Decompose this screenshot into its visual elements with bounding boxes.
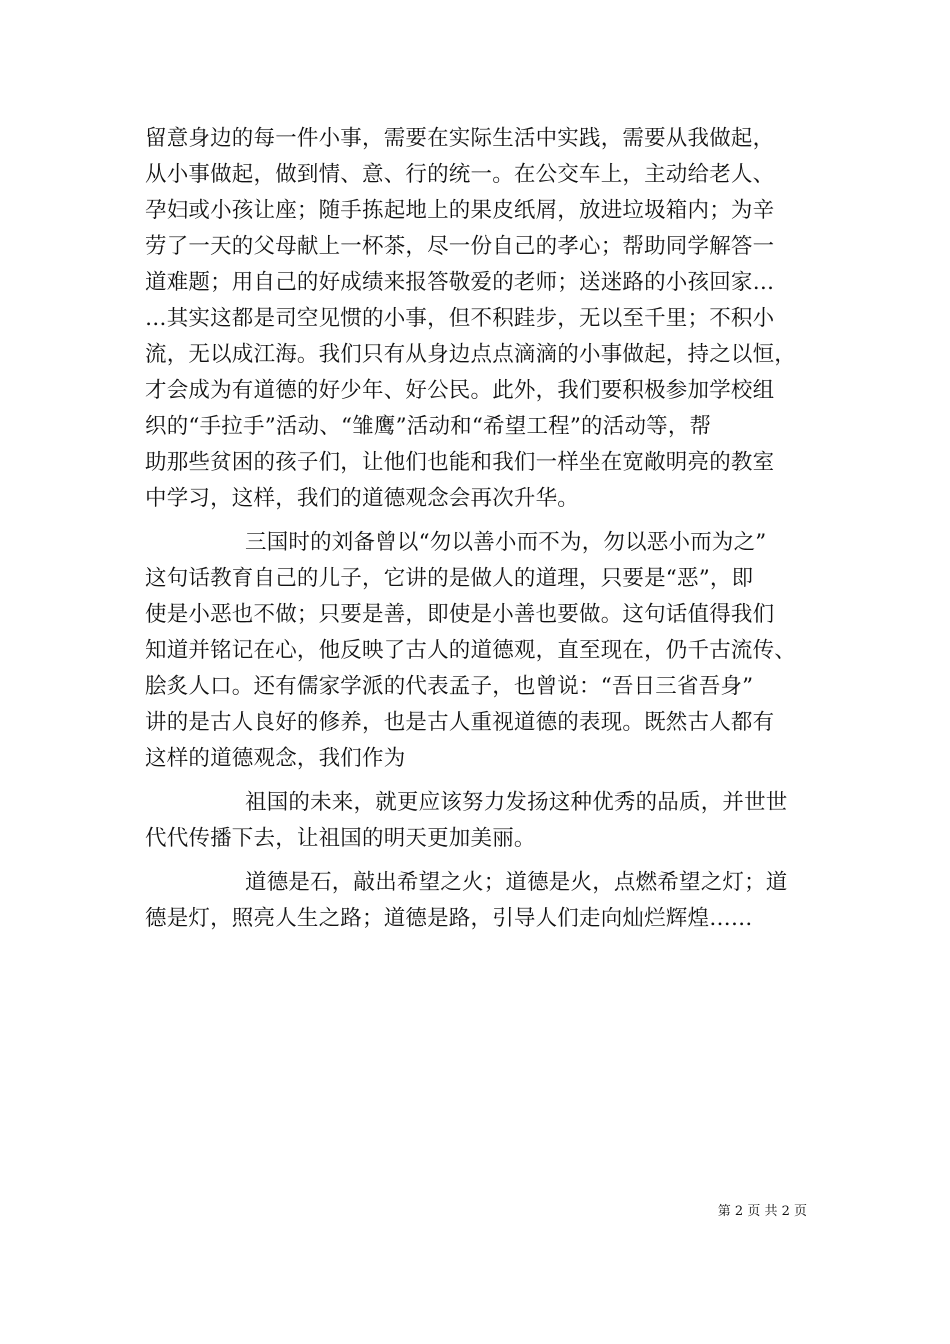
- text-line: 留意身边的每一件小事，需要在实际生活中实践，需要从我做起，: [145, 126, 775, 151]
- text-line: 从小事做起，做到情、意、行的统一。在公交车上，主动给老人、: [145, 162, 775, 187]
- text-line: 脍炙人口。还有儒家学派的代表孟子，也曾说：“吾日三省吾身”: [145, 674, 754, 699]
- text-line: 知道并铭记在心，他反映了古人的道德观，直至现在，仍千古流传、: [145, 638, 797, 663]
- text-line: 这句话教育自己的儿子，它讲的是做人的道理，只要是“恶”，即: [145, 566, 754, 591]
- text-line: 助那些贫困的孩子们，让他们也能和我们一样坐在宽敞明亮的教室: [145, 450, 775, 475]
- text-line: 劳了一天的父母献上一杯茶，尽一份自己的孝心；帮助同学解答一: [145, 234, 775, 259]
- text-line: 才会成为有道德的好少年、好公民。此外，我们要积极参加学校组: [145, 378, 775, 403]
- text-line: 讲的是古人良好的修养，也是古人重视道德的表现。既然古人都有: [145, 710, 775, 735]
- paragraph-first-line: 三国时的刘备曾以“勿以善小而不为，勿以恶小而为之”: [245, 530, 767, 555]
- text-line: 中学习，这样，我们的道德观念会再次升华。: [145, 486, 580, 511]
- text-line: 孕妇或小孩让座；随手拣起地上的果皮纸屑，放进垃圾箱内；为辛: [145, 198, 775, 223]
- text-line: 道难题；用自己的好成绩来报答敬爱的老师；送迷路的小孩回家…: [145, 270, 775, 295]
- paragraph-first-line: 道德是石，敲出希望之火；道德是火，点燃希望之灯；道: [245, 870, 788, 895]
- text-line: 代代传播下去，让祖国的明天更加美丽。: [145, 826, 536, 851]
- text-line: …其实这都是司空见惯的小事，但不积跬步，无以至千里；不积小: [145, 306, 775, 331]
- text-line: 织的“手拉手”活动、“雏鹰”活动和“希望工程”的活动等，帮: [145, 414, 712, 439]
- text-line: 流，无以成江海。我们只有从身边点点滴滴的小事做起，持之以恒，: [145, 342, 797, 367]
- text-line: 使是小恶也不做；只要是善，即使是小善也要做。这句话值得我们: [145, 602, 775, 627]
- page-number-footer: 第 2 页 共 2 页: [717, 1204, 807, 1219]
- paragraph-first-line: 祖国的未来，就更应该努力发扬这种优秀的品质，并世世: [245, 790, 788, 815]
- text-line: 这样的道德观念，我们作为: [145, 746, 406, 771]
- text-line: 德是灯，照亮人生之路；道德是路，引导人们走向灿烂辉煌……: [145, 906, 753, 931]
